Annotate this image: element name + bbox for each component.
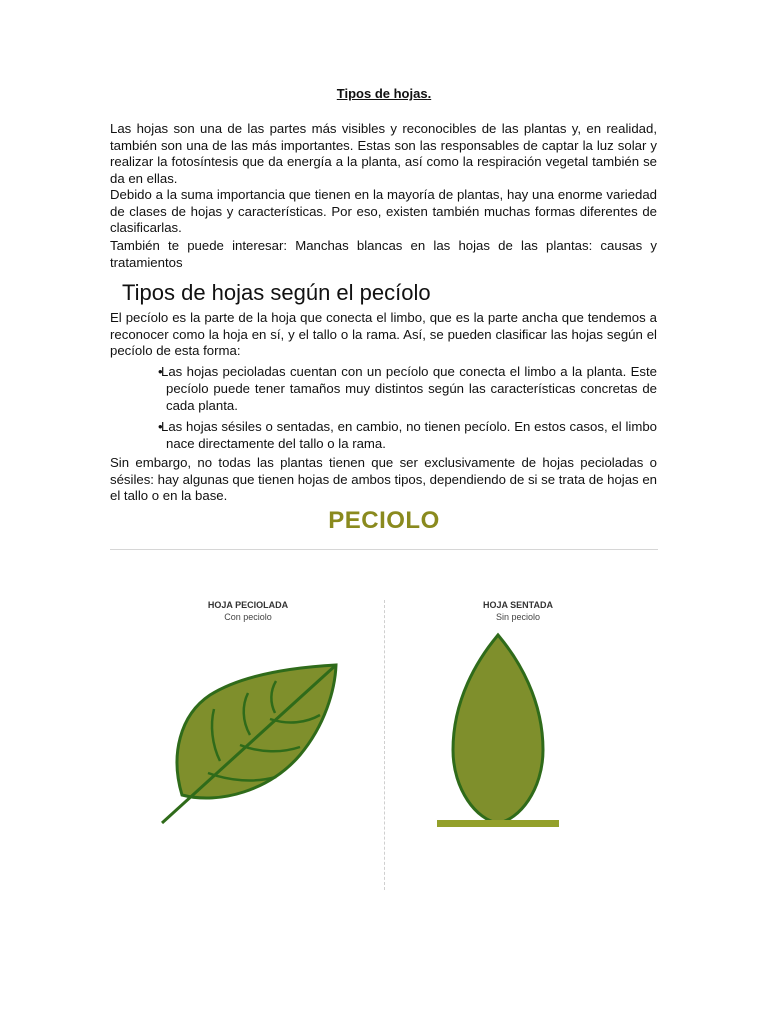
bullet-text: • Las hojas pecioladas cuentan con un pecíolo que conecta el limbo a la planta. Este pecíolo puede tener tamaños muy distintos según las características concretas de cada planta. [161,364,657,413]
right-leaf-sublabel: Sin peciolo [495,612,541,622]
left-leaf-sublabel: Con peciolo [224,612,272,622]
bullet-list [110,363,657,456]
left-leaf-label: HOJA PECIOLADA [207,600,289,610]
bullet-item-pecioladas [110,363,657,414]
intro-paragraph-1: Las hojas son una de las partes más visibles y reconocibles de las plantas y, en realidad, también son una de las más importantes. Estas son las responsables de captar la luz solar y realizar la fotosíntesis que da energía a la planta, así como la respiración vegetal también se da en ellas. [110,121,657,186]
sessile-leaf-stem [437,820,559,827]
sessile-leaf-illustration [435,630,560,830]
bullet-item-sesiles [110,418,657,452]
figure-divider [384,600,385,890]
petiolate-leaf-illustration [150,655,350,830]
figure-title-rule [110,549,658,550]
document-title [0,86,768,101]
section-intro-paragraph: El pecíolo es la parte de la hoja que conecta el limbo, que es la parte ancha que tendemos a reconocer como la hoja en sí, y el tallo o la rama. Así, se pueden clasificar las hojas según el pecíolo de esta forma: [110,310,657,358]
sessile-leaf-blade [453,635,543,823]
bullet-text: • Las hojas sésiles o sentadas, en cambio, no tienen pecíolo. En estos casos, el limbo nace directamente del tallo o la rama. [161,419,657,451]
document-title-text: Tipos de hojas [336,86,428,101]
document-title-suffix: . [427,86,432,101]
intro-paragraph-2: Debido a la suma importancia que tienen en la mayoría de plantas, hay una enorme variedad de clases de hojas y características. Por eso, existen también muchas formas diferentes de clasificarlas. [110,187,657,235]
intro-paragraph-3: También te puede interesar: Manchas blancas en las hojas de las plantas: causas y tratamientos [110,238,657,270]
right-leaf-label: HOJA SENTADA [482,600,553,610]
peciolo-figure [110,505,658,895]
closing-paragraph: Sin embargo, no todas las plantas tienen que ser exclusivamente de hojas pecioladas o sésiles: hay algunas que tienen hojas de ambos tipos, dependiendo de si se trata de hojas en el tallo o en la base. [110,455,657,503]
figure-title: PECIOLO [328,507,440,534]
section-heading: Tipos de hojas según el pecíolo [122,280,431,305]
